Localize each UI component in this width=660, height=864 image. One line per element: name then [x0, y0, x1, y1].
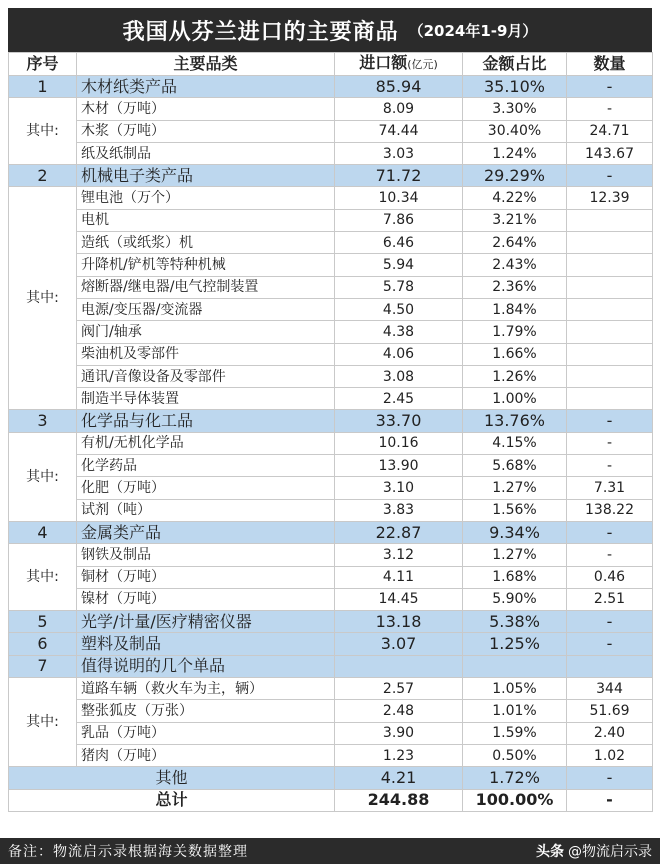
import-table-body	[9, 53, 653, 812]
row-share: 5.68%	[463, 455, 567, 477]
row-name: 光学/计量/医疗精密仪器	[77, 611, 335, 633]
row-share: 1.00%	[463, 388, 567, 410]
row-share	[463, 655, 567, 677]
row-qty: 344	[567, 678, 653, 700]
row-seq: 5	[9, 611, 77, 633]
row-import-value: 13.90	[335, 455, 463, 477]
subgroup-label: 其中:	[9, 678, 77, 767]
row-import-value: 14.45	[335, 588, 463, 610]
row-import-value: 3.12	[335, 544, 463, 566]
table-row	[9, 678, 653, 700]
row-name: 钢铁及制品	[77, 544, 335, 566]
category-row	[9, 633, 653, 655]
row-name: 造纸（或纸浆）机	[77, 232, 335, 254]
row-import-value: 4.21	[335, 767, 463, 789]
row-qty: 7.31	[567, 477, 653, 499]
row-name: 道路车辆（救火车为主，辆）	[77, 678, 335, 700]
table-row	[9, 455, 653, 477]
row-name: 值得说明的几个单品	[77, 655, 335, 677]
row-share: 13.76%	[463, 410, 567, 432]
row-qty: -	[567, 789, 653, 811]
row-import-value: 5.94	[335, 254, 463, 276]
row-name: 总计	[9, 789, 335, 811]
subgroup-label: 其中:	[9, 432, 77, 521]
row-share: 5.38%	[463, 611, 567, 633]
table-row	[9, 98, 653, 120]
row-share: 0.50%	[463, 744, 567, 766]
row-name: 木浆（万吨）	[77, 120, 335, 142]
row-name: 铜材（万吨）	[77, 566, 335, 588]
row-qty: -	[567, 521, 653, 543]
row-share: 100.00%	[463, 789, 567, 811]
row-share: 3.30%	[463, 98, 567, 120]
category-row	[9, 165, 653, 187]
subgroup-label: 其中:	[9, 98, 77, 165]
row-import-value: 8.09	[335, 98, 463, 120]
row-name: 塑料及制品	[77, 633, 335, 655]
row-import-value: 5.78	[335, 276, 463, 298]
header-share: 金额占比	[463, 53, 567, 76]
table-row	[9, 588, 653, 610]
watermark-brand: 头条	[536, 844, 564, 860]
row-name: 化学药品	[77, 455, 335, 477]
row-qty	[567, 254, 653, 276]
row-share: 1.26%	[463, 365, 567, 387]
row-name: 纸及纸制品	[77, 142, 335, 164]
row-seq: 4	[9, 521, 77, 543]
row-share: 1.66%	[463, 343, 567, 365]
table-row	[9, 209, 653, 231]
row-import-value: 3.03	[335, 142, 463, 164]
row-seq: 3	[9, 410, 77, 432]
row-share: 3.21%	[463, 209, 567, 231]
row-import-value: 2.57	[335, 678, 463, 700]
category-row	[9, 521, 653, 543]
import-table	[8, 52, 653, 812]
row-name: 其他	[9, 767, 335, 789]
row-qty	[567, 232, 653, 254]
row-name: 金属类产品	[77, 521, 335, 543]
row-qty: -	[567, 165, 653, 187]
watermark	[536, 841, 652, 861]
page-period: （2024年1-9月）	[408, 21, 538, 40]
row-seq: 1	[9, 76, 77, 98]
row-qty	[567, 209, 653, 231]
table-row	[9, 544, 653, 566]
row-qty: -	[567, 767, 653, 789]
row-name: 熔断器/继电器/电气控制装置	[77, 276, 335, 298]
row-qty: -	[567, 76, 653, 98]
row-share: 1.56%	[463, 499, 567, 521]
row-import-value: 1.23	[335, 744, 463, 766]
page-title: 我国从芬兰进口的主要商品	[122, 19, 399, 45]
table-row	[9, 566, 653, 588]
row-name: 试剂（吨）	[77, 499, 335, 521]
row-import-value: 10.16	[335, 432, 463, 454]
row-import-value: 3.83	[335, 499, 463, 521]
row-qty	[567, 276, 653, 298]
header-import	[335, 53, 463, 76]
row-seq: 7	[9, 655, 77, 677]
row-share: 4.22%	[463, 187, 567, 209]
row-share: 1.72%	[463, 767, 567, 789]
row-name: 镍材（万吨）	[77, 588, 335, 610]
row-import-value: 3.90	[335, 722, 463, 744]
table-row	[9, 722, 653, 744]
row-name: 机械电子类产品	[77, 165, 335, 187]
row-import-value: 13.18	[335, 611, 463, 633]
row-import-value: 85.94	[335, 76, 463, 98]
table-row	[9, 388, 653, 410]
row-name: 锂电池（万个）	[77, 187, 335, 209]
footer-note: 备注：物流启示录根据海关数据整理	[8, 844, 248, 860]
category-row	[9, 611, 653, 633]
row-qty: -	[567, 455, 653, 477]
row-qty: -	[567, 544, 653, 566]
total-row	[9, 789, 653, 811]
row-import-value: 7.86	[335, 209, 463, 231]
row-import-value: 10.34	[335, 187, 463, 209]
row-qty: -	[567, 611, 653, 633]
row-import-value	[335, 655, 463, 677]
row-seq: 6	[9, 633, 77, 655]
row-import-value: 3.08	[335, 365, 463, 387]
table-row	[9, 700, 653, 722]
row-qty: -	[567, 98, 653, 120]
row-seq: 2	[9, 165, 77, 187]
table-row	[9, 142, 653, 164]
table-row	[9, 477, 653, 499]
category-row	[9, 655, 653, 677]
row-name: 木材（万吨）	[77, 98, 335, 120]
category-row	[9, 76, 653, 98]
row-name: 化肥（万吨）	[77, 477, 335, 499]
header-seq: 序号	[9, 53, 77, 76]
row-share: 1.59%	[463, 722, 567, 744]
row-qty	[567, 655, 653, 677]
watermark-account: @物流启示录	[568, 844, 652, 860]
row-share: 1.68%	[463, 566, 567, 588]
row-name: 升降机/铲机等特种机械	[77, 254, 335, 276]
row-qty: -	[567, 432, 653, 454]
table-row	[9, 365, 653, 387]
row-share: 35.10%	[463, 76, 567, 98]
row-qty: 2.51	[567, 588, 653, 610]
row-qty	[567, 343, 653, 365]
table-row	[9, 499, 653, 521]
table-row	[9, 120, 653, 142]
header-import-label: 进口额	[359, 53, 408, 72]
row-share: 1.05%	[463, 678, 567, 700]
row-name: 木材纸类产品	[77, 76, 335, 98]
row-share: 30.40%	[463, 120, 567, 142]
row-qty: 24.71	[567, 120, 653, 142]
row-share: 1.84%	[463, 298, 567, 320]
table-row	[9, 298, 653, 320]
row-qty	[567, 298, 653, 320]
row-qty: -	[567, 633, 653, 655]
row-qty	[567, 321, 653, 343]
row-share: 4.15%	[463, 432, 567, 454]
table-row	[9, 432, 653, 454]
row-share: 1.01%	[463, 700, 567, 722]
row-import-value: 244.88	[335, 789, 463, 811]
row-share: 9.34%	[463, 521, 567, 543]
table-row	[9, 254, 653, 276]
row-name: 柴油机及零部件	[77, 343, 335, 365]
row-share: 2.64%	[463, 232, 567, 254]
footer-bar	[0, 838, 660, 864]
row-import-value: 4.50	[335, 298, 463, 320]
row-share: 29.29%	[463, 165, 567, 187]
row-share: 2.43%	[463, 254, 567, 276]
row-share: 5.90%	[463, 588, 567, 610]
table-row	[9, 232, 653, 254]
row-name: 有机/无机化学品	[77, 432, 335, 454]
row-qty: 143.67	[567, 142, 653, 164]
row-qty	[567, 365, 653, 387]
row-name: 通讯/音像设备及零部件	[77, 365, 335, 387]
row-import-value: 74.44	[335, 120, 463, 142]
row-share: 1.25%	[463, 633, 567, 655]
row-qty: 2.40	[567, 722, 653, 744]
row-share: 1.27%	[463, 477, 567, 499]
row-share: 1.27%	[463, 544, 567, 566]
row-import-value: 4.38	[335, 321, 463, 343]
row-import-value: 4.11	[335, 566, 463, 588]
row-qty	[567, 388, 653, 410]
row-share: 1.79%	[463, 321, 567, 343]
row-import-value: 2.45	[335, 388, 463, 410]
subgroup-label: 其中:	[9, 544, 77, 611]
table-row	[9, 744, 653, 766]
row-import-value: 2.48	[335, 700, 463, 722]
row-name: 乳品（万吨）	[77, 722, 335, 744]
header-import-unit: (亿元)	[407, 58, 438, 71]
table-row	[9, 187, 653, 209]
row-name: 猪肉（万吨）	[77, 744, 335, 766]
title-bar	[8, 8, 652, 52]
row-import-value: 22.87	[335, 521, 463, 543]
row-import-value: 3.10	[335, 477, 463, 499]
row-import-value: 6.46	[335, 232, 463, 254]
row-name: 整张狐皮（万张）	[77, 700, 335, 722]
table-header-row	[9, 53, 653, 76]
row-qty: 1.02	[567, 744, 653, 766]
row-qty: 51.69	[567, 700, 653, 722]
row-import-value: 3.07	[335, 633, 463, 655]
subgroup-label: 其中:	[9, 187, 77, 410]
row-name: 制造半导体装置	[77, 388, 335, 410]
table-row	[9, 321, 653, 343]
category-row	[9, 410, 653, 432]
row-name: 电源/变压器/变流器	[77, 298, 335, 320]
table-row	[9, 343, 653, 365]
row-qty: 0.46	[567, 566, 653, 588]
row-qty: 12.39	[567, 187, 653, 209]
other-row	[9, 767, 653, 789]
row-qty: 138.22	[567, 499, 653, 521]
row-import-value: 71.72	[335, 165, 463, 187]
row-qty: -	[567, 410, 653, 432]
row-share: 1.24%	[463, 142, 567, 164]
row-share: 2.36%	[463, 276, 567, 298]
row-import-value: 33.70	[335, 410, 463, 432]
row-name: 化学品与化工品	[77, 410, 335, 432]
header-category: 主要品类	[77, 53, 335, 76]
row-name: 电机	[77, 209, 335, 231]
table-row	[9, 276, 653, 298]
header-qty: 数量	[567, 53, 653, 76]
row-name: 阀门/轴承	[77, 321, 335, 343]
row-import-value: 4.06	[335, 343, 463, 365]
